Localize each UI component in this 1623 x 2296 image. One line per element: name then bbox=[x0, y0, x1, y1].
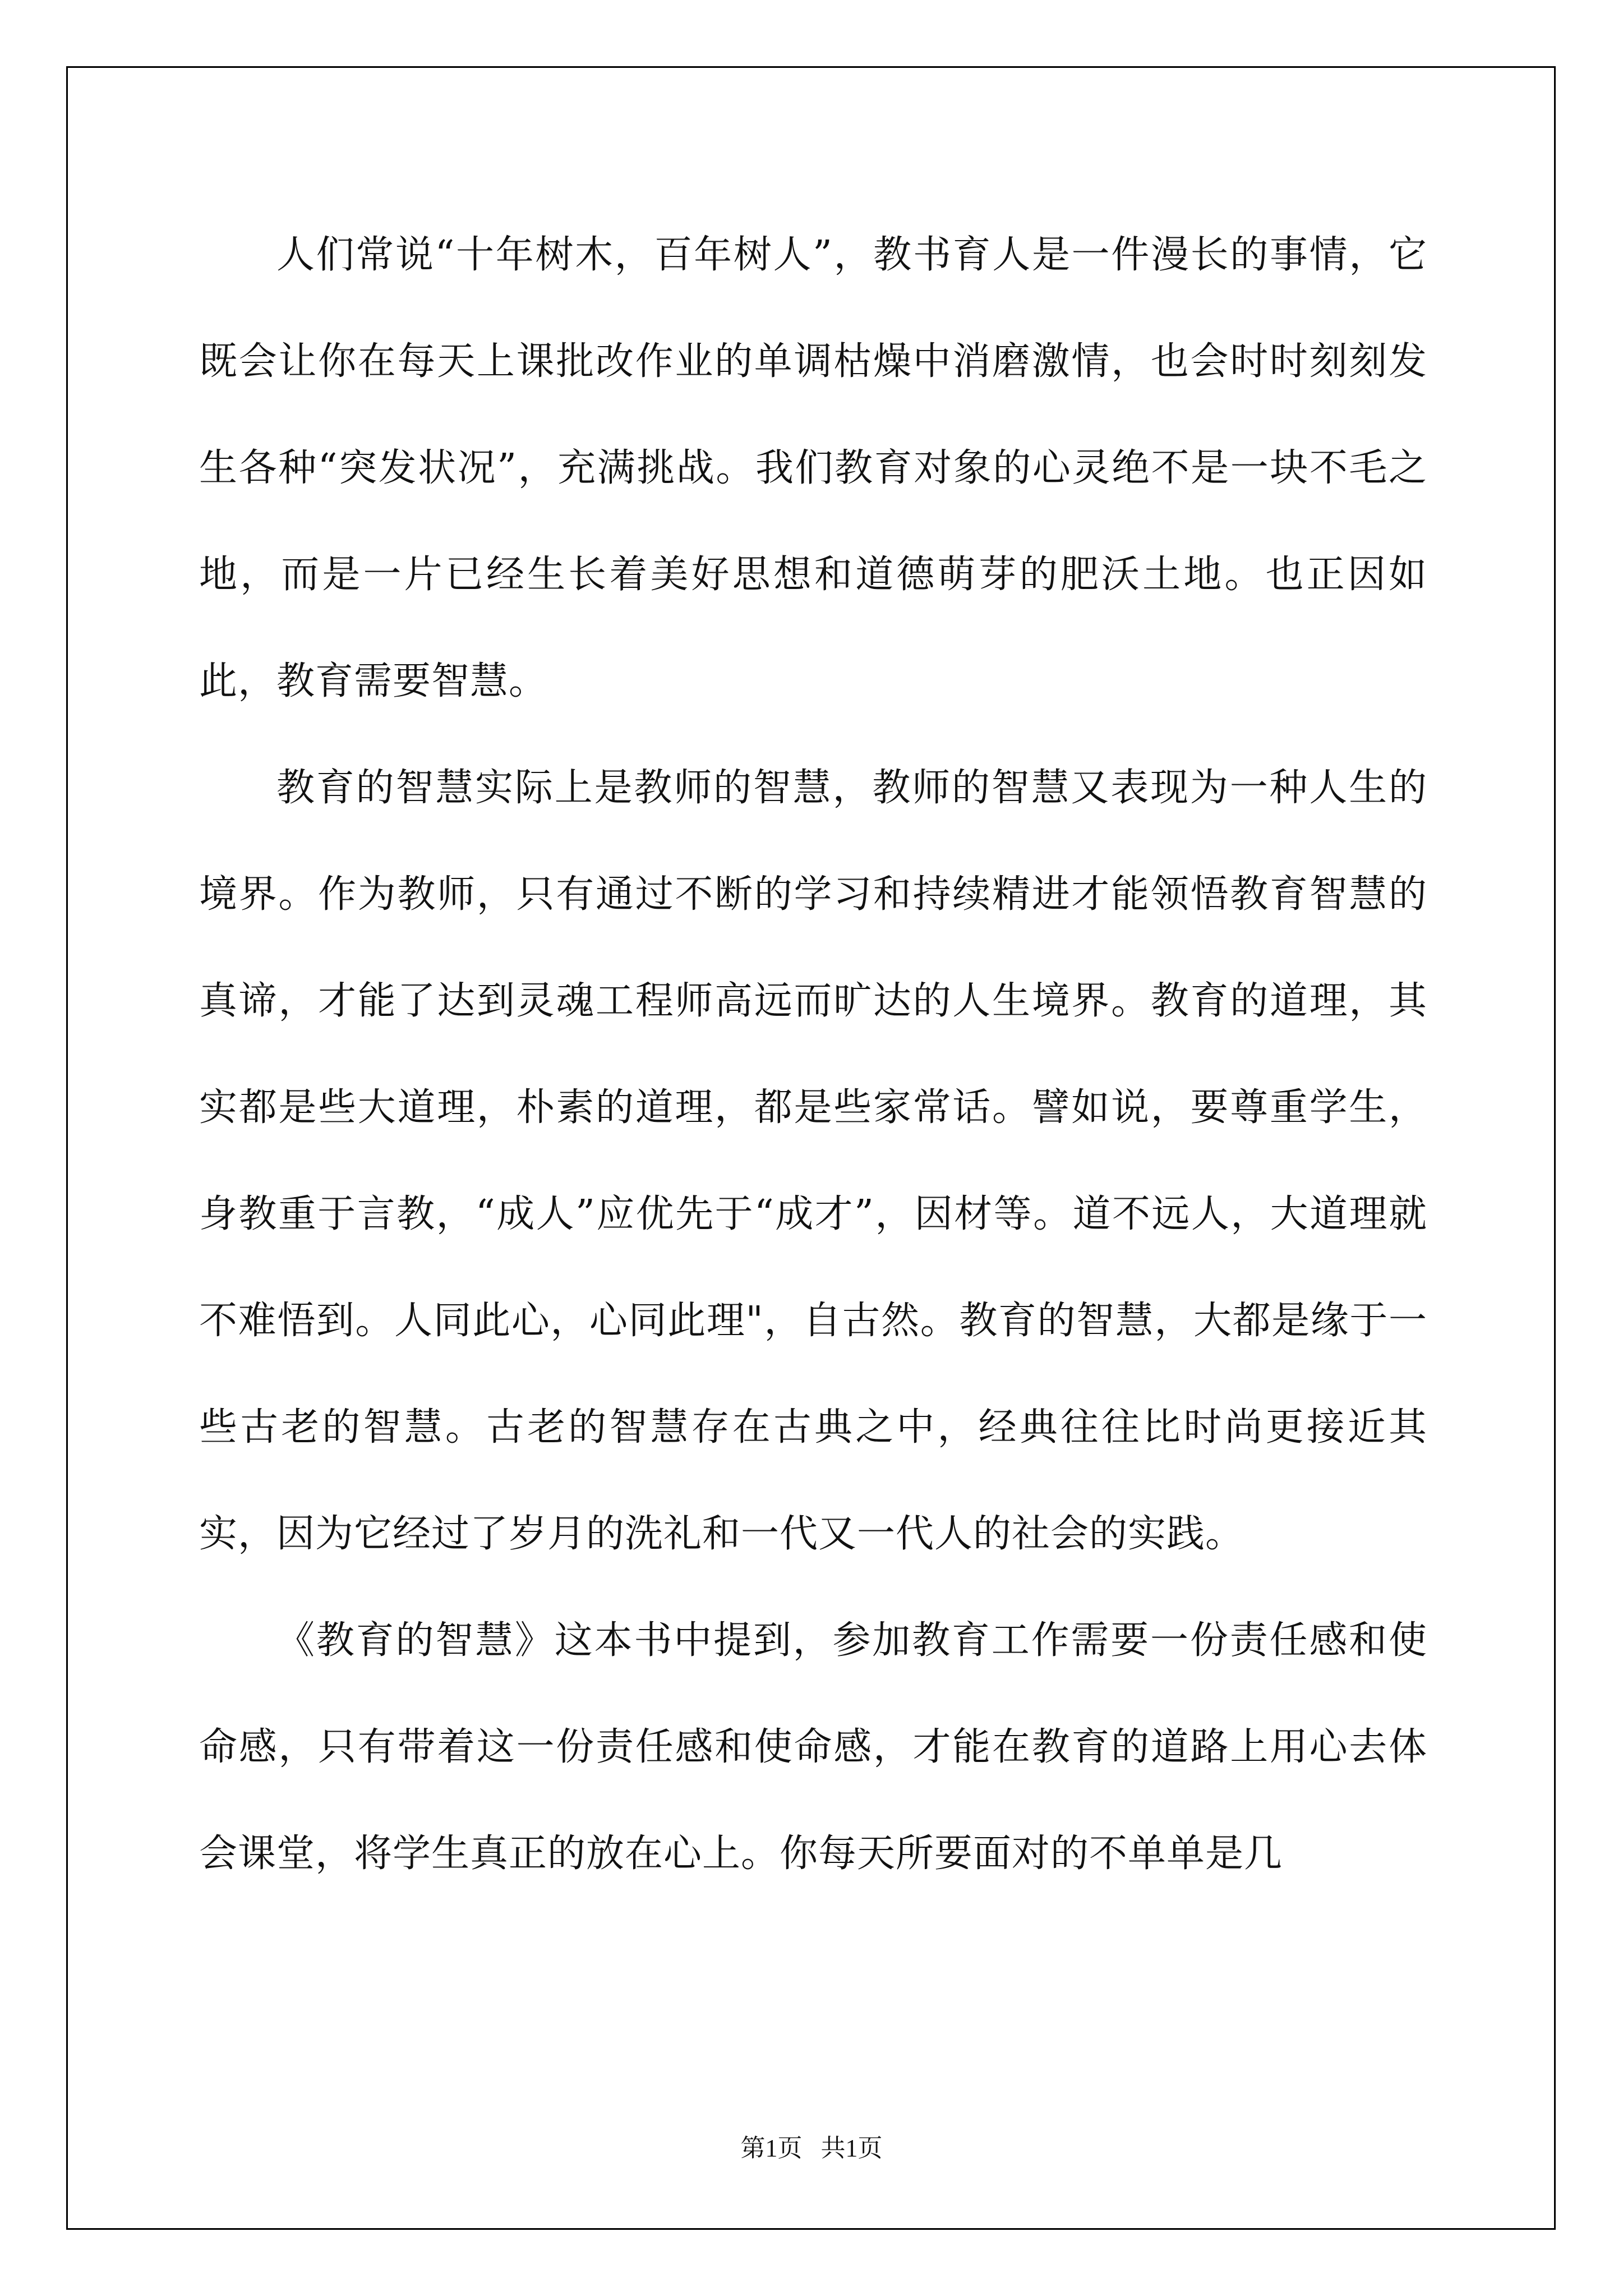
paragraph: 教育的智慧实际上是教师的智慧，教师的智慧又表现为一种人生的境界。作为教师，只有通过不断的学习和持续精进才能领悟教育智慧的真谛，才能了达到灵魂工程师高远而旷达的人生境界。教育的道理，其实都是些大道理，朴素的道理，都是些家常话。譬如说，要尊重学生，身教重于言教，“成人”应优先于“成才”，因材等。道不远人，大道理就不难悟到。人同此心，心同此理"，自古然。教育的智慧，大都是缘于一些古老的智慧。古老的智慧存在古典之中，经典往往比时尚更接近其实，因为它经过了岁月的洗礼和一代又一代人的社会的实践。 bbox=[199, 766, 1427, 1556]
page-footer bbox=[0, 2132, 1623, 2165]
page-number: 第1页 bbox=[740, 2134, 803, 2162]
paragraph: 《教育的智慧》这本书中提到，参加教育工作需要一份责任感和使命感，只有带着这一份责任感和使命感，才能在教育的道路上用心去体会课堂，将学生真正的放在心上。你每天所要面对的不单单是几 bbox=[199, 1618, 1427, 1876]
paragraph: 人们常说“十年树木，百年树人”，教书育人是一件漫长的事情，它既会让你在每天上课批改作业的单调枯燥中消磨激情，也会时时刻刻发生各种“突发状况”，充满挑战。我们教育对象的心灵绝不是一块不毛之地，而是一片已经生长着美好思想和道德萌芽的肥沃土地。也正因如此，教育需要智慧。 bbox=[199, 233, 1427, 703]
page-total: 共1页 bbox=[820, 2134, 883, 2162]
document-body bbox=[199, 202, 1427, 1907]
